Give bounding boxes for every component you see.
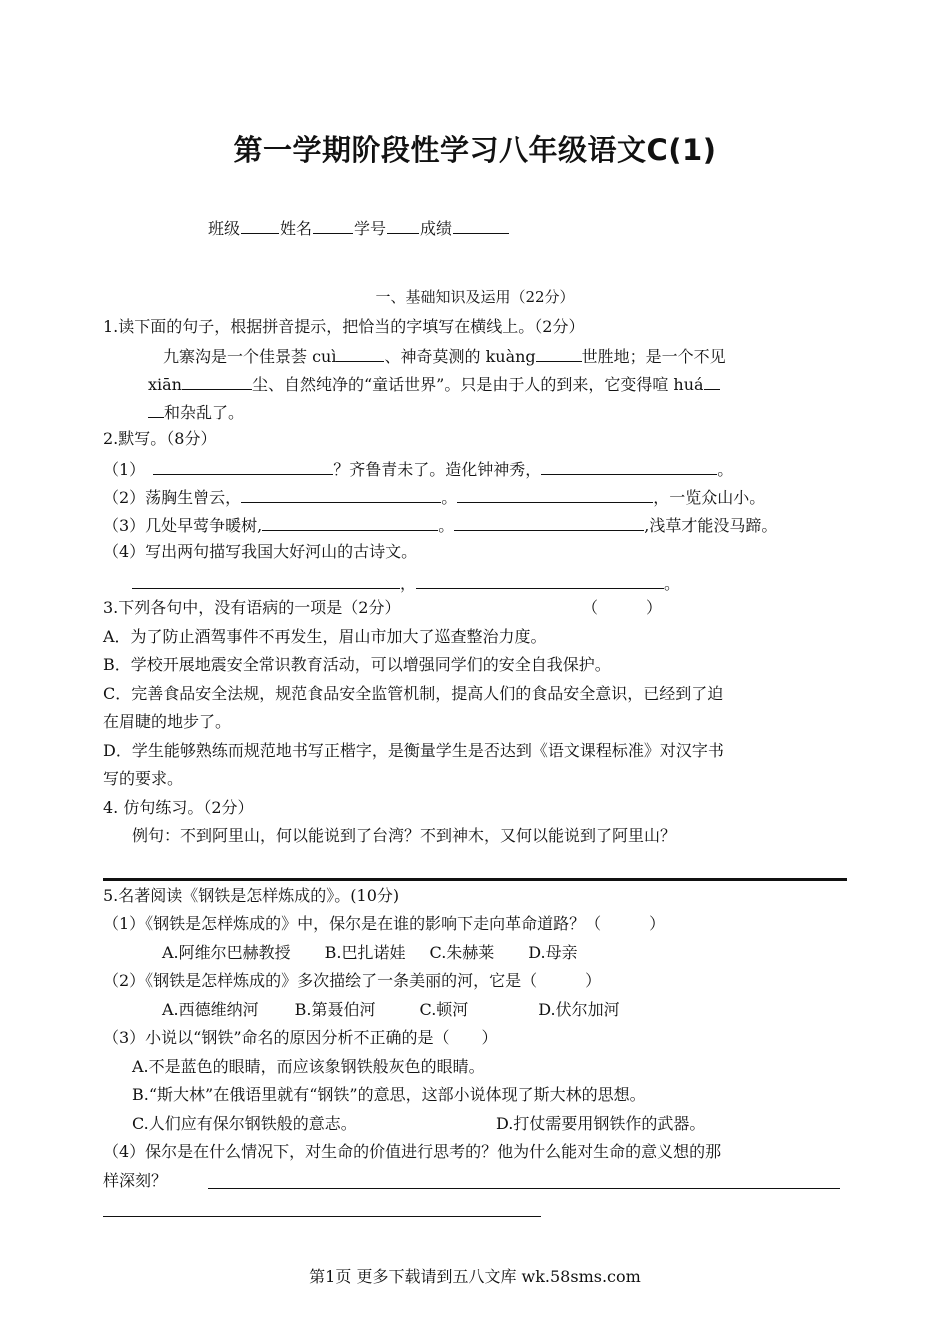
q5-4-answer-line-2[interactable] bbox=[103, 1216, 541, 1217]
q5-sub-1: （1）《钢铁是怎样炼成的》中，保尔是在谁的影响下走向革命道路？（ ） bbox=[103, 914, 666, 933]
q5-2-option-c: C.顿河 bbox=[419, 1000, 469, 1019]
score-blank[interactable] bbox=[453, 217, 509, 234]
q5-1-option-d: D.母亲 bbox=[528, 943, 578, 962]
q5-2-option-d: D.伏尔加河 bbox=[538, 1000, 620, 1019]
q5-sub-1-options bbox=[162, 943, 578, 963]
section-heading: 一、基础知识及运用（22分） bbox=[375, 288, 575, 306]
q3-option-d-line-1: D．学生能够熟练而规范地书写正楷字，是衡量学生是否达到《语文课程标准》对汉字书 bbox=[103, 741, 724, 760]
q5-sub-2: （2）《钢铁是怎样炼成的》多次描绘了一条美丽的河，它是（ ） bbox=[103, 971, 602, 990]
q2-blank-3[interactable] bbox=[241, 486, 441, 503]
q1-blank-hua[interactable] bbox=[704, 373, 720, 390]
q5-sub-4-line-1: （4）保尔是在什么情况下，对生命的价值进行思考的？他为什么能对生命的意义想的那 bbox=[103, 1142, 722, 1161]
q5-3-option-c: C.人们应有保尔钢铁般的意志。 bbox=[132, 1114, 357, 1133]
q2-stem: 2.默写。（8分） bbox=[103, 429, 217, 448]
q2-blank-6[interactable] bbox=[454, 514, 644, 531]
q5-4-answer-line-1[interactable] bbox=[208, 1188, 840, 1189]
q5-1-option-c: C.朱赫莱 bbox=[429, 943, 495, 962]
q2-blank-7[interactable] bbox=[132, 572, 400, 589]
q3-stem: 3.下列各句中，没有语病的一项是（2分） bbox=[103, 598, 401, 617]
q5-1-option-b: B.巴扎诺娃 bbox=[324, 943, 406, 962]
class-blank[interactable] bbox=[241, 217, 279, 234]
q1-blank-cui[interactable] bbox=[336, 345, 384, 362]
q2-blank-4[interactable] bbox=[457, 486, 653, 503]
q2-part-3: （3）几处早莺争暖树, 。 ,浅草才能没马蹄。 bbox=[103, 516, 778, 535]
q5-sub-3: （3）小说以“钢铁”命名的原因分析不正确的是（ ） bbox=[103, 1028, 498, 1047]
q4-example: 例句：不到阿里山，何以能说到了台湾？不到神木，又何以能说到了阿里山？ bbox=[132, 826, 677, 845]
class-label: 班级 bbox=[208, 219, 241, 238]
student-info-line bbox=[208, 216, 510, 239]
q3-option-d-line-2: 写的要求。 bbox=[103, 769, 184, 788]
q2-blank-8[interactable] bbox=[416, 572, 664, 589]
page-title: 第一学期阶段性学习八年级语文C(1) bbox=[233, 133, 717, 167]
q2-blank-1[interactable] bbox=[153, 458, 333, 475]
q3-answer-paren[interactable]: （ ） bbox=[582, 598, 663, 617]
page-footer: 第1页 更多下载请到五八文库 wk.58sms.com bbox=[309, 1267, 641, 1286]
q5-sub-4-line-2: 样深刻？ bbox=[103, 1171, 168, 1190]
q1-line-1: 九寨沟是一个佳景荟 cuì 、神奇莫测的 kuàng 世胜地；是一个不见 bbox=[163, 347, 726, 366]
q2-part-4: （4）写出两句描写我国大好河山的古诗文。 bbox=[103, 542, 418, 561]
q2-part-1: （1） ？齐鲁青未了。造化钟神秀， 。 bbox=[103, 460, 734, 479]
q1-blank-xian[interactable] bbox=[182, 373, 252, 390]
q3-option-a: A．为了防止酒驾事件不再发生，眉山市加大了巡查整治力度。 bbox=[103, 627, 547, 646]
q5-sub-2-options bbox=[162, 1000, 620, 1020]
id-label: 学号 bbox=[354, 219, 387, 238]
q5-3-option-d: D.打仗需要用钢铁作的武器。 bbox=[496, 1114, 706, 1133]
q3-option-c-line-1: C．完善食品安全法规，规范食品安全监管机制，提高人们的食品安全意识，已经到了迫 bbox=[103, 684, 724, 703]
q4-stem: 4. 仿句练习。（2分） bbox=[103, 798, 254, 817]
q5-1-option-a: A.阿维尔巴赫教授 bbox=[162, 943, 291, 962]
name-label: 姓名 bbox=[280, 219, 313, 238]
q5-2-option-a: A.西德维纳河 bbox=[162, 1000, 259, 1019]
q1-line-3: 和杂乱了。 bbox=[148, 401, 244, 423]
id-blank[interactable] bbox=[387, 217, 419, 234]
score-label: 成绩 bbox=[420, 219, 453, 238]
q1-stem: 1.读下面的句子，根据拼音提示，把恰当的字填写在横线上。（2分） bbox=[103, 317, 585, 336]
q5-3-option-a: A.不是蓝色的眼睛，而应该象钢铁般灰色的眼睛。 bbox=[132, 1057, 485, 1076]
q2-blank-2[interactable] bbox=[541, 458, 717, 475]
q2-blank-5[interactable] bbox=[262, 514, 438, 531]
q1-blank-hua-cont[interactable] bbox=[148, 401, 164, 418]
q2-part-2: （2）荡胸生曾云， 。 ，一览众山小。 bbox=[103, 488, 766, 507]
q2-part-4-answer: ， 。 bbox=[132, 572, 680, 594]
q4-answer-line[interactable] bbox=[103, 878, 847, 881]
q5-2-option-b: B.第聂伯河 bbox=[294, 1000, 376, 1019]
q3-option-c-line-2: 在眉睫的地步了。 bbox=[103, 712, 232, 731]
q5-3-option-b: B.“斯大林”在俄语里就有“钢铁”的意思，这部小说体现了斯大林的思想。 bbox=[132, 1085, 646, 1104]
name-blank[interactable] bbox=[313, 217, 353, 234]
q1-line-2: xiān 尘、自然纯净的“童话世界”。只是由于人的到来，它变得喧 huá bbox=[148, 373, 720, 395]
q5-stem: 5.名著阅读《钢铁是怎样炼成的》。(10分) bbox=[103, 886, 400, 905]
q3-option-b: B．学校开展地震安全常识教育活动，可以增强同学们的安全自我保护。 bbox=[103, 655, 611, 674]
q1-blank-kuang[interactable] bbox=[536, 345, 582, 362]
